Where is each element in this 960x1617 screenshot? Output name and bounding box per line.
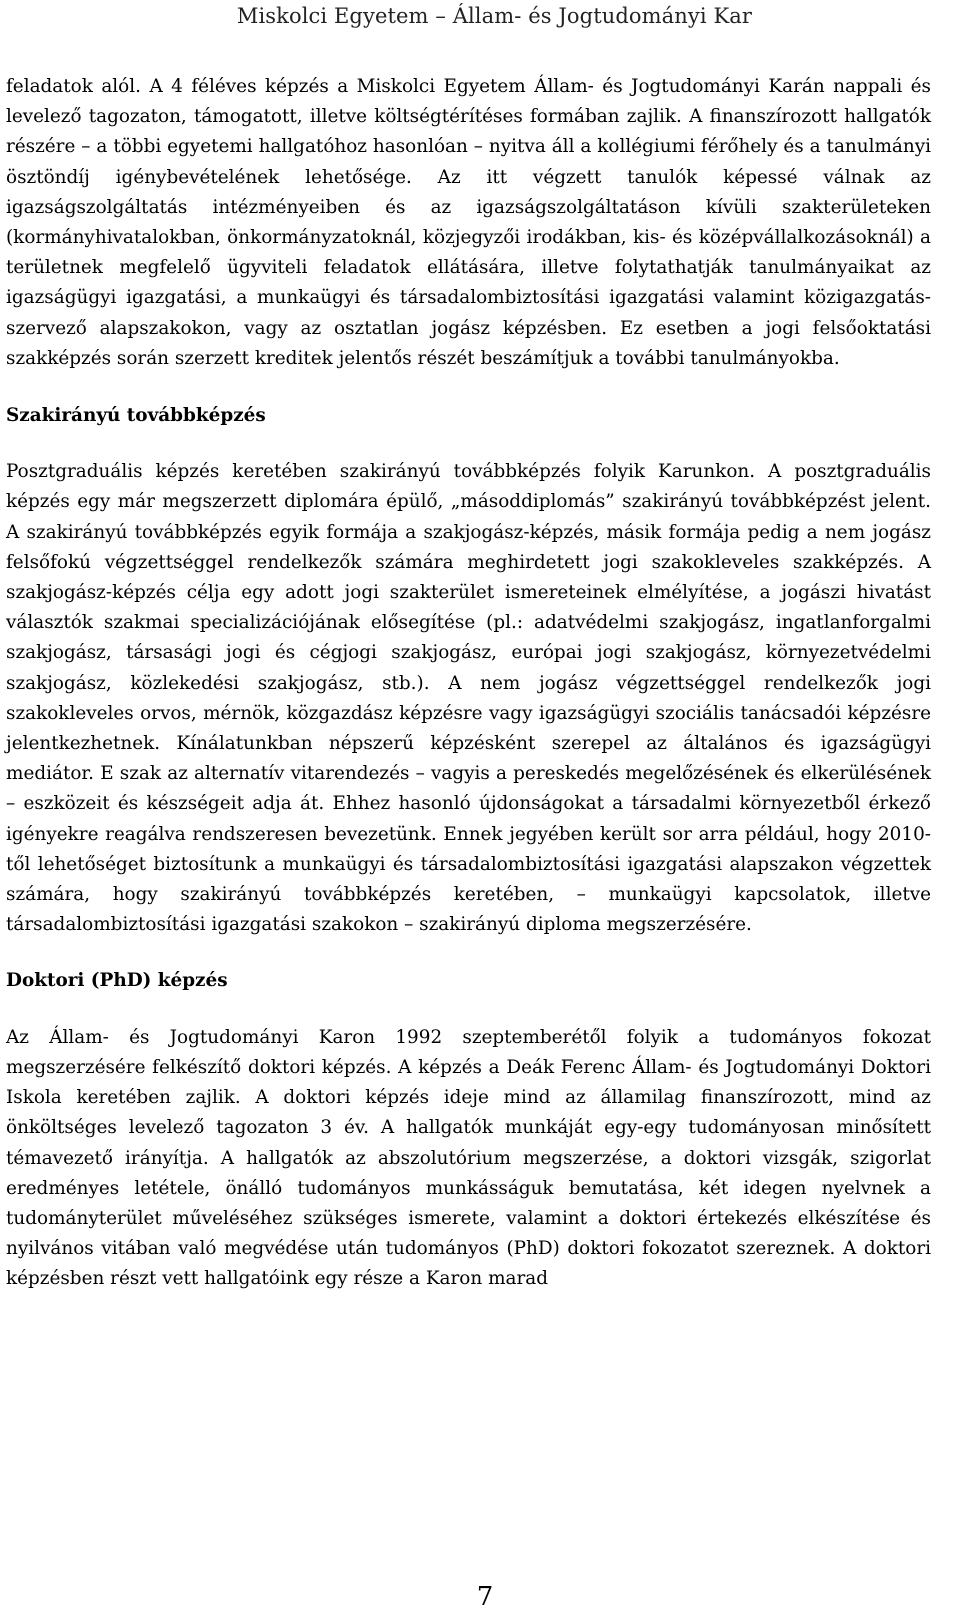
szakiranyu-paragraph: Posztgraduális képzés keretében szakirányú továbbképzés folyik Karunkon. A posztgraduális képzés egy már megszerzett diplomára épülő, „másoddiplomás” szakirányú továbbképzést jelent. A szakirányú továbbképzés egyik formája a szakjogász-képzés, másik formája pedig a nem jogász felsőfokú végzettséggel rendelkezők számára meghirdetett jogi szakokleveles szakképzés. A szakjogász-képzés célja egy adott jogi szakterület ismereteinek elmélyítése, a jogászi hivatást választók szakmai specializációjának elősegítése (pl.: adatvédelmi szakjogász, ingatlanforgalmi szakjogász, társasági jogi és cégjogi szakjogász, európai jogi szakjogász, környezetvédelmi szakjogász, közlekedési szakjogász, stb.). A nem jogász végzettséggel rendelkezők jogi szakokleveles orvos, mérnök, közgazdász képzésre vagy igazságügyi szociális tanácsadói képzésre jelentkezhetnek. Kínálatunkban népszerű képzésként szerepel az általános és igazságügyi mediátor. E szak az alternatív vitarendezés – vagyis a pereskedés megelőzésének és elkerülésének – eszközeit és készségeit adja át. Ehhez hasonló újdonságokat a társadalmi környezetből érkező igényekre reagálva rendszeresen bevezetünk. Ennek jegyében került sor arra például, hogy 2010-től lehetőséget biztosítunk a munkaügyi és társadalombiztosítási igazgatási alapszakon végzettek számára, hogy szakirányú továbbképzés keretében, – munkaügyi kapcsolatok, illetve társadalombiztosítási igazgatási szakokon – szakirányú diploma megszerzésére. <box>6 461 931 936</box>
intro-paragraph: feladatok alól. A 4 féléves képzés a Miskolci Egyetem Állam- és Jogtudományi Karán nappali és levelező tagozaton, támogatott, illetve költségtérítéses formában zajlik. A finanszírozott hallgatók részére – a többi egyetemi hallgatóhoz hasonlóan – nyitva áll a kollégiumi férőhely és a tanulmányi ösztöndíj igénybevételének lehetősége. Az itt végzett tanulók képessé válnak az igazságszolgáltatás intézményeiben és az igazságszolgáltatáson kívüli szakterületeken (kormányhivatalokban, önkormányzatoknál, közjegyzői irodákban, kis- és középvállalkozásoknál) a területnek megfelelő ügyviteli feladatok ellátására, illetve folytathatják tanulmányaikat az igazságügyi igazgatási, a munkaügyi és társadalombiztosítási igazgatási valamint közigazgatás-szervező alapszakokon, vagy az osztatlan jogász képzésben. Ez esetben a jogi felsőoktatási szakképzés során szerzett kreditek jelentős részét beszámítjuk a további tanulmányokba. <box>6 76 931 369</box>
page-number: 7 <box>476 1582 494 1612</box>
section-heading-doktori: Doktori (PhD) képzés <box>6 970 228 992</box>
document-body <box>6 72 931 1295</box>
section-heading-szakiranyu: Szakirányú továbbképzés <box>6 405 266 427</box>
running-header: Miskolci Egyetem – Állam- és Jogtudományi Kar <box>236 4 752 28</box>
doktori-paragraph: Az Állam- és Jogtudományi Karon 1992 szeptemberétől folyik a tudományos fokozat megszerzésére felkészítő doktori képzés. A képzés a Deák Ferenc Állam- és Jogtudományi Doktori Iskola keretében zajlik. A doktori képzés ideje mind az államilag finanszírozott, mind az önköltséges levelező tagozaton 3 év. A hallgatók munkáját egy-egy tudományosan minősített témavezető irányítja. A hallgatók az abszolutórium megszerzése, a doktori vizsgák, szigorlat eredményes letétele, önálló tudományos munkásságuk bemutatása, két idegen nyelvnek a tudományterület műveléséhez szükséges ismerete, valamint a doktori értekezés elkészítése és nyilvános vitában való megvédése után tudományos (PhD) doktori fokozatot szereznek. A doktori képzésben részt vett hallgatóink egy része a Karon marad <box>6 1026 931 1290</box>
